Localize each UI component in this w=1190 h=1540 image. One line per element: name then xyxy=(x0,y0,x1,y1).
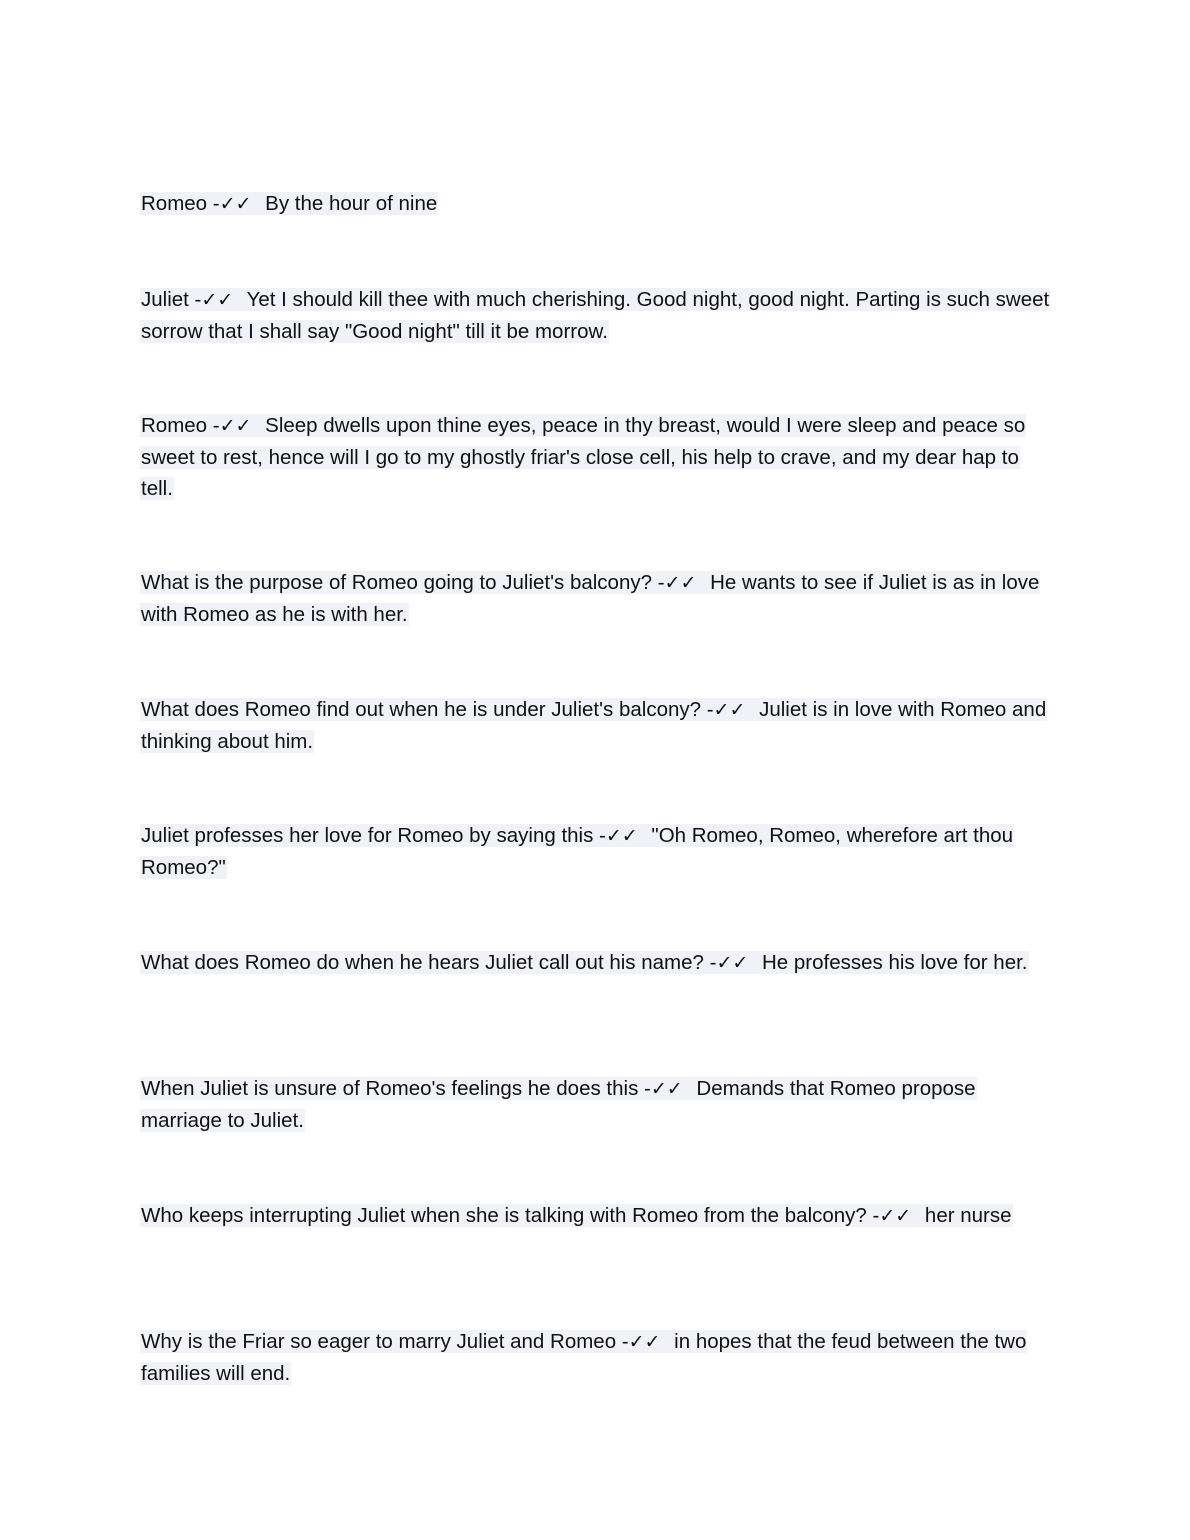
qa-item-6 xyxy=(140,820,1052,883)
qa-item-3 xyxy=(140,410,1052,504)
question-text: Who keeps interrupting Juliet when she is talking with Romeo from the balcony? - xyxy=(141,1204,880,1227)
double-check-icon: ✓✓ xyxy=(650,1078,683,1100)
question-text: Juliet - xyxy=(141,288,202,311)
answer-text: in hopes that the feud between the two families will end. xyxy=(141,1330,1027,1385)
double-check-icon: ✓✓ xyxy=(716,952,749,974)
question-text: Romeo - xyxy=(141,414,220,437)
double-check-icon: ✓✓ xyxy=(605,825,638,847)
answer-text: Yet I should kill thee with much cherishing. Good night, good night. Parting is such sweet sorrow that I shall say "Good night" till it be morrow. xyxy=(141,288,1050,343)
question-text: When Juliet is unsure of Romeo's feelings he does this - xyxy=(141,1077,651,1100)
double-check-icon: ✓✓ xyxy=(879,1205,912,1227)
answer-text: Juliet is in love with Romeo and thinking about him. xyxy=(141,698,1047,753)
answer-text: He professes his love for her. xyxy=(762,951,1028,974)
qa-item-1 xyxy=(140,188,1052,220)
question-text: What does Romeo find out when he is under Juliet's balcony? - xyxy=(141,698,714,721)
answer-text: Sleep dwells upon thine eyes, peace in thy breast, would I were sleep and peace so sweet to rest, hence will I go to my ghostly friar's close cell, his help to crave, and my dear hap to tell. xyxy=(141,414,1026,500)
answer-text: her nurse xyxy=(924,1204,1012,1227)
answer-text: By the hour of nine xyxy=(265,192,438,215)
question-text: Why is the Friar so eager to marry Juliet and Romeo - xyxy=(141,1330,629,1353)
question-text: What does Romeo do when he hears Juliet call out his name? - xyxy=(141,951,717,974)
qa-item-10 xyxy=(140,1326,1052,1389)
qa-item-8 xyxy=(140,1073,1052,1136)
answer-text: "Oh Romeo, Romeo, wherefore art thou Romeo?" xyxy=(141,824,1014,879)
double-check-icon: ✓✓ xyxy=(628,1331,661,1353)
double-check-icon: ✓✓ xyxy=(201,289,234,311)
qa-item-5 xyxy=(140,694,1052,757)
double-check-icon: ✓✓ xyxy=(219,415,252,437)
double-check-icon: ✓✓ xyxy=(713,699,746,721)
qa-item-7 xyxy=(140,947,1052,979)
answer-text: He wants to see if Juliet is as in love with Romeo as he is with her. xyxy=(141,571,1040,626)
qa-item-2 xyxy=(140,284,1052,347)
question-text: What is the purpose of Romeo going to Juliet's balcony? - xyxy=(141,571,665,594)
double-check-icon: ✓✓ xyxy=(219,193,252,215)
answer-text: Demands that Romeo propose marriage to Juliet. xyxy=(141,1077,976,1132)
qa-item-9 xyxy=(140,1200,1052,1232)
question-text: Juliet professes her love for Romeo by saying this - xyxy=(141,824,606,847)
qa-item-4 xyxy=(140,567,1052,630)
double-check-icon: ✓✓ xyxy=(664,572,697,594)
question-text: Romeo - xyxy=(141,192,220,215)
